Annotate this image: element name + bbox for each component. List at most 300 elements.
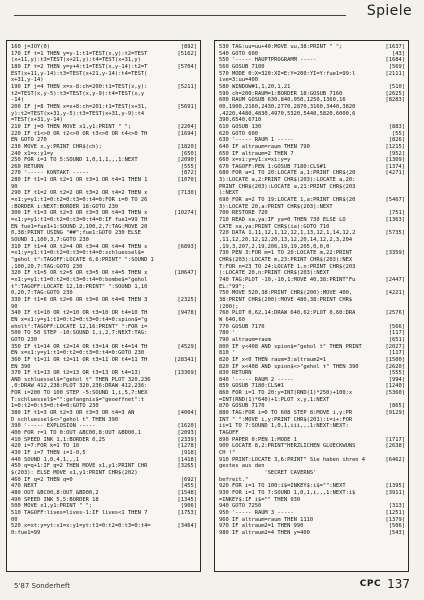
- listing-lines-left: [7, 41, 200, 537]
- code-text: 880 TAG:FOR i=0 TO 608 STEP 8:MOVE i,y:PR: [219, 410, 353, 417]
- code-line: [219, 443, 405, 450]
- code-line: [219, 523, 405, 530]
- checksum: [651]: [388, 336, 405, 343]
- code-text: ):LOCATE 20,n:PRINT CHR$(203):NEXT: [219, 270, 330, 277]
- code-text: 190 IF j=4 THEN x=x-8:ch=200:t1=TEST(x,y):: [11, 83, 148, 90]
- code-line: [219, 483, 405, 490]
- code-line: [11, 483, 197, 490]
- code-line: [219, 304, 405, 311]
- code-text: 390,6540,6710: [219, 117, 262, 124]
- code-line: [11, 197, 197, 204]
- code-line: [11, 430, 197, 437]
- code-text: befreit.": [219, 476, 249, 483]
- checksum: [2638]: [385, 443, 405, 450]
- code-text: 630 '----- RAUM 1 -----: [219, 137, 294, 144]
- code-text: 910 PRINT:LOCATE 3,6:PRINT" Sie haben ihren 4: [219, 456, 366, 463]
- section-title: Spiele: [366, 3, 412, 19]
- code-line: [219, 170, 405, 177]
- checksum: [650]: [180, 150, 197, 157]
- code-line: [11, 370, 197, 377]
- code-line: [219, 164, 405, 171]
- code-text: 90: [11, 183, 18, 190]
- code-line: [11, 423, 197, 430]
- code-line: [219, 397, 405, 404]
- code-line: [219, 410, 405, 417]
- code-text: 720 DATA 1,11,12,1,12,12,1,13,12,1,14,12,2: [219, 230, 356, 237]
- code-line: [11, 477, 197, 484]
- code-line: [11, 257, 197, 264]
- code-line: [11, 450, 197, 457]
- checksum: [1548]: [177, 489, 197, 496]
- code-text: :BORDER i:NEXT:BORDER 18:GOTO 230: [11, 203, 119, 210]
- code-text: ,0:DRAW 412,238:PLOT 320,236:DRAW 412,236:: [11, 383, 148, 390]
- code-line: [11, 523, 197, 530]
- code-line: [219, 217, 405, 224]
- code-line: [219, 197, 405, 204]
- code-line: [219, 390, 405, 397]
- checksum: [1694]: [177, 130, 197, 137]
- code-line: [219, 204, 405, 211]
- code-text: 90: [11, 303, 18, 310]
- code-line: [11, 71, 197, 78]
- page-header: [0, 0, 424, 24]
- code-text: 290 IF t1=2 OR t2=2 OR t3=2 OR t4=2 THEN x: [11, 190, 148, 197]
- code-text: 850 GOSUB 7180:CLS#1: [219, 383, 284, 390]
- code-line: [11, 377, 197, 384]
- code-text: 410 SPEED INK 1,1:BORDER 0,25: [11, 436, 106, 443]
- code-line: [219, 190, 405, 197]
- checksum: [10647]: [174, 270, 197, 277]
- code-text: ,4220,4480,4830,4970,5320,5440,5820,6000,6: [219, 110, 356, 117]
- code-line: [11, 124, 197, 131]
- code-line: [219, 131, 405, 138]
- checksum: [555]: [180, 163, 197, 170]
- code-text: 360 IF t1=11 OR t2=11 OR t3=11 OR t4=11 TH: [11, 356, 148, 363]
- header-rule: [14, 15, 346, 16]
- code-line: [11, 457, 197, 464]
- code-line: [219, 357, 405, 364]
- code-text: 710 READ xa,ya:IF ya=0 THEN 730 ELSE LO: [219, 217, 346, 224]
- checksum: [13369]: [174, 370, 197, 377]
- code-line: [11, 44, 197, 51]
- code-text: 3):LOCATE 20,a:PRINT CHR$(203):NEXT: [219, 203, 333, 210]
- checksum: [5704]: [177, 63, 197, 70]
- code-text: 00,1900,2160,2430,2770,2870,3160,3440,3820: [219, 103, 356, 110]
- checksum: [1070]: [177, 177, 197, 184]
- code-line: [219, 337, 405, 344]
- code-text: "gehol t":TAGOFF:LOCATE 6,6:PRINT" ":SOUND 1: [11, 257, 154, 263]
- code-line: [219, 257, 405, 264]
- code-line: [219, 44, 405, 51]
- code-text: 00: [11, 516, 18, 523]
- code-text: 610 GOSUB 130: [219, 123, 262, 130]
- checksum: [506]: [388, 523, 405, 530]
- code-line: [11, 224, 197, 231]
- checksum: [3359]: [385, 250, 405, 257]
- code-text: 800 IF y<408 AND spion$="gehol t" THEN PRINT: [219, 343, 362, 350]
- code-text: =TEST(x+31,y-14): [11, 117, 63, 124]
- code-line: [11, 91, 197, 98]
- checksum: [5360]: [385, 390, 405, 397]
- code-line: [11, 497, 197, 504]
- code-text: 460 IF q=2 THEN q=0: [11, 476, 73, 483]
- code-text: 250 FOR i=1 TO 5:SOUND 1,0,1,1,,,1:NEXT: [11, 157, 138, 164]
- code-text: =INKEY$:IF i$="" THEN 930: [219, 496, 301, 503]
- code-text: T:FOR n=23 TO 24:LOCATE 1,n:PRINT CHR$(203: [219, 263, 356, 270]
- checksum: [826]: [388, 137, 405, 144]
- code-line: [11, 204, 197, 211]
- code-line: [11, 284, 197, 291]
- code-text: 530 TAG:uu=uu+40:MOVE uu,38:PRINT " ";: [219, 44, 343, 50]
- code-line: [219, 264, 405, 271]
- code-text: 930 FOR i=1 TO 7:SOUND 1,0,1,i,,,1:NEXT:i$: [219, 489, 356, 496]
- code-text: 0:fue1=99: [11, 529, 41, 536]
- checksum: [543]: [388, 529, 405, 536]
- code-text: ,19,3,207,2,19,206,19,19,205,0,0,0: [219, 243, 330, 250]
- code-text: eholt":TAGOFF:LOCATE 12,16:PRINT" ":FOR i=: [11, 323, 148, 330]
- code-text: 'SECRET CAVERNS': [219, 470, 317, 476]
- code-line: [11, 463, 197, 470]
- code-line: [219, 64, 405, 71]
- code-text: 780 ': [219, 330, 236, 337]
- code-text: 550 '----- HAUPTPROGRAMM -----: [219, 57, 317, 64]
- code-text: ):NEXT: [219, 190, 239, 197]
- code-line: [219, 97, 405, 104]
- code-text: EN x=x1:y=y1:t1=0:t2=0:t3=0:t4=0:spion$="g: [11, 316, 148, 323]
- code-text: 280 IF t1=1 OR t2=1 OR t3=1 OR t4=1 THEN 1: [11, 177, 148, 184]
- code-text: ii=1 TO 7:SOUND 1,0,1,iii,,,1:NEXT:NEXT:: [219, 423, 349, 430]
- checksum: [2204]: [177, 123, 197, 130]
- code-text: ive=3:uu=400: [219, 77, 258, 84]
- code-text: 580 WINDOW#1,1,20,1,21: [219, 83, 291, 90]
- code-line: [11, 97, 197, 104]
- code-line: [11, 510, 197, 517]
- code-line: [11, 137, 197, 144]
- code-line: [219, 224, 405, 231]
- code-text: 380 IF t1=3 OR t2=3 OR t3=3 OR t4=3 AN: [11, 410, 135, 417]
- code-text: 510 TAGOFF:lives=lives-1:IF lives<1 THEN 7: [11, 509, 148, 516]
- checksum: [1215]: [385, 143, 405, 150]
- checksum: [2576]: [385, 310, 405, 317]
- checksum: [9129]: [385, 410, 405, 417]
- code-text: t":TAGOFF:LOCATE 12,18:PRINT" ":SOUND 1,10: [11, 283, 148, 290]
- code-text: 810 ': [219, 350, 236, 357]
- checksum: [2093]: [177, 430, 197, 437]
- code-text: CH !": [219, 450, 236, 457]
- code-line: [11, 410, 197, 417]
- code-line: [11, 290, 197, 297]
- code-text: FOR i=200 TO 100 STEP -5:SOUND 1,i,5,7:NEX: [11, 390, 148, 397]
- code-text: 740 TAG:PLOT -10,-10,1:MOVE 40,38:PRINT"Fu: [219, 276, 356, 283]
- checksum: [4271]: [385, 170, 405, 177]
- code-line: [219, 317, 405, 324]
- code-text: 760 PLOT 0,62,14:DRAW 640,62:PLOT 0,60:DRA: [219, 310, 356, 317]
- code-text: (200);: [219, 303, 239, 310]
- code-line: [219, 510, 405, 517]
- code-line: [11, 317, 197, 324]
- checksum: [5735]: [385, 230, 405, 237]
- code-line: [11, 77, 197, 84]
- code-text: ,11,12,20,12,12,20,13,12,20,14,12,2,3,204: [219, 237, 353, 244]
- code-line: [219, 51, 405, 58]
- code-text: =x1:y=y1:t1=0:t2=0:t3=0:t4=0:FOR i=0 TO 26: [11, 197, 148, 204]
- checksum: [1620]: [177, 423, 197, 430]
- code-line: [219, 430, 405, 437]
- listing-lines-right: [215, 41, 408, 537]
- code-line: [11, 237, 197, 244]
- code-text: 660 x=xi:y=y1:x=xi:y=y: [219, 157, 291, 164]
- code-text: PRINT CHR$(203):LOCATE a,21:PRINT CHR$(203: [219, 183, 356, 190]
- checksum: [7130]: [177, 190, 197, 197]
- checksum: [4221]: [385, 290, 405, 297]
- code-text: EN x=x1:y=y1:t1=0:t2=0:t3=0:t4=0:GOTO 230: [11, 350, 145, 357]
- checksum: [952]: [388, 150, 405, 157]
- code-text: T:schluessel$="":gefangnis$="geoeffnet":t: [11, 396, 145, 403]
- code-line: [219, 210, 405, 217]
- code-line: [219, 477, 405, 484]
- checksum: [10274]: [174, 210, 197, 217]
- checksum: [918]: [180, 450, 197, 457]
- code-text: 230 MOVE x,y:PRINT CHR$(ch);: [11, 143, 102, 150]
- code-line: [11, 190, 197, 197]
- code-line: [11, 177, 197, 184]
- code-text: 730 PEN 3:FOR m=1 TO 20:LOCATE m,22:PRINT: [219, 250, 353, 257]
- checksum: [1395]: [385, 483, 405, 490]
- code-line: [11, 230, 197, 237]
- code-line: [11, 264, 197, 271]
- code-line: [11, 170, 197, 177]
- code-text: x+31,y-14): [11, 77, 44, 84]
- code-line: [219, 244, 405, 251]
- checksum: [1500]: [385, 356, 405, 363]
- code-text: y):t2=TEST(x+31,y-5):t3=TEST(x+31,y-9):t4: [11, 110, 145, 117]
- code-line: [219, 104, 405, 111]
- code-text: 830 RETURN: [219, 370, 252, 377]
- code-text: 160 j=JOY(0): [11, 44, 50, 50]
- code-text: 670 TAGOFF:PEN 1:GOSUB 7180:CLS#1: [219, 163, 327, 170]
- code-text: 480 OUT &BC00,8:OUT &BD00,2: [11, 489, 99, 496]
- code-line: [219, 310, 405, 317]
- checksum: [4004]: [177, 410, 197, 417]
- code-text: 490 SPEED INK 5,5:BORDER 18: [11, 496, 99, 503]
- code-line: [219, 377, 405, 384]
- code-line: [11, 217, 197, 224]
- code-text: CATE xa,ya:PRINT CHR$(ia):GOTO 710: [219, 223, 330, 230]
- checksum: [28341]: [174, 356, 197, 363]
- listing-column-right: [214, 40, 409, 572]
- code-line: [219, 530, 405, 537]
- code-line: [219, 111, 405, 118]
- code-line: [219, 450, 405, 457]
- code-line: [219, 124, 405, 131]
- code-line: [219, 84, 405, 91]
- code-text: 960 IF altraum=raum THEN 1110: [219, 516, 314, 523]
- checksum: [1637]: [385, 44, 405, 50]
- code-line: [219, 157, 405, 164]
- code-text: 430 IF i=7 THEN i=1-0,5: [11, 450, 86, 457]
- code-text: INT " ":MOVE i,y:PRINT CHR$(201):i=i+:FOR: [219, 416, 353, 423]
- code-text: 820 IF x<0 THEN raum=3:altraum2=1: [219, 356, 327, 363]
- checksum: [3464]: [177, 523, 197, 530]
- code-line: [219, 503, 405, 510]
- code-line: [11, 350, 197, 357]
- code-line: [219, 370, 405, 377]
- code-text: 270 '----- KONTAKT -----: [11, 170, 89, 177]
- code-line: [11, 310, 197, 317]
- code-line: [219, 91, 405, 98]
- code-line: [219, 277, 405, 284]
- code-text: AND schluessel$="gehol t" THEN PLOT 320,236: [11, 376, 151, 383]
- checksum: [455]: [180, 483, 197, 490]
- code-text: 180 IF t=2 THEN y=y+4:t1=TEST(x,y-14):t2=T: [11, 63, 148, 70]
- code-text: TAGOFF: [219, 430, 239, 437]
- code-line: [11, 490, 197, 497]
- code-line: [11, 270, 197, 277]
- code-text: 840 '----- RAUM 2 -----: [219, 376, 294, 383]
- code-line: [219, 184, 405, 191]
- code-text: (x+11,y):t3=TEST(x+21,y):t4=TEST(x+31,y): [11, 57, 141, 64]
- checksum: [692]: [180, 476, 197, 483]
- code-line: [11, 503, 197, 510]
- checksum: [55]: [392, 130, 405, 137]
- checksum: [510]: [388, 83, 405, 90]
- checksum: [2625]: [385, 90, 405, 97]
- checksum: [2339]: [177, 436, 197, 443]
- code-line: [219, 383, 405, 390]
- code-text: -14): [11, 97, 24, 104]
- code-line: [219, 423, 405, 430]
- code-text: 620 GOTO 600: [219, 130, 258, 137]
- code-text: 650 IF altraum=2 THEN 7: [219, 150, 294, 157]
- footer-issue: 5'87 Sonderheft: [14, 582, 71, 590]
- checksum: [3911]: [385, 489, 405, 496]
- code-line: [11, 324, 197, 331]
- code-line: [219, 237, 405, 244]
- checksum: [5162]: [177, 50, 197, 57]
- code-text: 3):LOCATE a,2:PRINT CHR$(203):LOCATE a,20:: [219, 177, 356, 184]
- code-line: [11, 157, 197, 164]
- code-text: D schluessel$<>"gehol t" THEN 390: [11, 416, 119, 423]
- code-line: [11, 277, 197, 284]
- code-text: 340 IF t1=10 OR t2=10 OR t3=10 OR t4=10 TH: [11, 310, 148, 317]
- code-text: EL:"99";: [219, 283, 245, 290]
- code-line: [219, 284, 405, 291]
- code-text: 600 RAUM GOSUB 630,840,950,1250,1360,16: [219, 97, 346, 104]
- checksum: [43]: [392, 50, 405, 57]
- code-text: 700 RESTORE 720: [219, 210, 268, 217]
- checksum: [1363]: [385, 217, 405, 224]
- code-line: [11, 397, 197, 404]
- code-text: 500 TO 50 STEP -10:SOUND 1,i,2,7:NEXT:TAG:: [11, 330, 148, 337]
- code-text: 640 IF altraum=raum THEN 790: [219, 143, 310, 150]
- code-text: t2=TEST(x,y-5):t3=TEST(x,y-9):t4=TEST(x,y: [11, 90, 145, 97]
- code-line: [11, 337, 197, 344]
- footer-right: [360, 577, 410, 591]
- code-line: [219, 250, 405, 257]
- checksum: [313]: [388, 503, 405, 510]
- code-text: 450 q=q+1:IF q=2 THEN MOVE x1,y1:PRINT CHR: [11, 463, 148, 470]
- code-line: [11, 57, 197, 64]
- code-line: [219, 270, 405, 277]
- code-line: [11, 117, 197, 124]
- code-text: 200 IF j=8 THEN x=x+8:ch=201:t1=TEST(x+31,: [11, 103, 148, 110]
- code-line: [11, 417, 197, 424]
- code-text: 770 GOSUB 7170: [219, 323, 265, 330]
- code-text: 590 ch=200:RAUM=1:BORDER 18:GOSUB 7160: [219, 90, 343, 97]
- code-line: [11, 390, 197, 397]
- code-text: 440 SOUND 1,0,4,1,,,1: [11, 456, 80, 463]
- checksum: [2111]: [385, 70, 405, 77]
- code-line: [219, 470, 405, 477]
- code-text: 570 MODE 0:X=320:XI=E:Y=200:YI=Y:fue1=99:l: [219, 70, 356, 77]
- checksum: [872]: [180, 170, 197, 177]
- checksum: [9478]: [177, 310, 197, 317]
- checksum: [4529]: [177, 343, 197, 350]
- code-line: [219, 330, 405, 337]
- code-line: [219, 350, 405, 357]
- code-line: [219, 403, 405, 410]
- code-text: 330 IF t1=6 OR t2=6 OR t3=6 OR t4=6 THEN 3: [11, 296, 148, 303]
- code-line: [219, 463, 405, 470]
- code-line: [219, 144, 405, 151]
- code-text: 240 x1=x:y1=y: [11, 150, 54, 157]
- code-text: 300 IF t1=3 OR t2=3 OR t3=3 OR t4=3 THEN x: [11, 210, 148, 217]
- code-text: 540 GOTO 600: [219, 50, 258, 57]
- code-text: 870 GOSUB 7170: [219, 403, 265, 410]
- code-text: 970 IF altraum2=1 THEN 990: [219, 523, 304, 530]
- code-line: [11, 184, 197, 191]
- code-text: 400 FOR r=1 TO 0:OUT &BC00,8:OUT &BD00,1: [11, 430, 141, 437]
- code-text: EN 390: [11, 363, 31, 370]
- checksum: [6462]: [385, 456, 405, 463]
- code-line: [219, 117, 405, 124]
- code-text: W 640,60: [219, 316, 245, 323]
- checksum: [555]: [388, 370, 405, 377]
- code-text: 38:PRINT CHR$(200):MOVE 480,38:PRINT CHR$: [219, 296, 353, 303]
- code-line: [11, 164, 197, 171]
- code-line: [219, 137, 405, 144]
- code-text: 690 FOR a=2 TO 19:LOCATE 1,a:PRINT CHR$(20: [219, 197, 356, 204]
- checksum: [5211]: [177, 83, 197, 90]
- code-text: 350 IF t1=14 OR t2=14 OR t3=14 OR t4=14 TH: [11, 343, 148, 350]
- checksum: [2325]: [177, 296, 197, 303]
- checksum: [906]: [180, 503, 197, 510]
- code-text: 680 FOR a=1 TO 20:LOCATE a,1:PRINT CHR$(20: [219, 170, 356, 177]
- checksum: [1309]: [385, 157, 405, 164]
- checksum: [569]: [388, 63, 405, 70]
- code-line: [11, 517, 197, 524]
- code-line: [11, 131, 197, 138]
- code-text: 940 GOTO 7250: [219, 503, 262, 510]
- checksum: [2447]: [385, 276, 405, 283]
- code-text: 0,38:PRINT USING "##";fue1:GOTO 230 ELSE: [11, 230, 141, 237]
- code-text: 790 altraum=raum: [219, 336, 271, 343]
- code-text: 0,20,7:TAG:GOTO 230: [11, 290, 73, 297]
- checksum: [1374]: [385, 163, 405, 170]
- code-text: 420 i=7:FOR k=1 TO 10: [11, 443, 80, 450]
- code-line: [11, 51, 197, 58]
- code-text: 260 RETURN: [11, 163, 44, 170]
- code-text: gestes aus den: [219, 463, 265, 470]
- checksum: [2027]: [385, 343, 405, 350]
- code-line: [11, 151, 197, 158]
- code-line: [219, 177, 405, 184]
- code-line: [11, 297, 197, 304]
- code-line: [11, 84, 197, 91]
- checksum: [1251]: [385, 509, 405, 516]
- code-line: [11, 403, 197, 410]
- code-text: 370 IF t1=13 OR t2=13 OR t3=13 OR t4=13): [11, 370, 141, 377]
